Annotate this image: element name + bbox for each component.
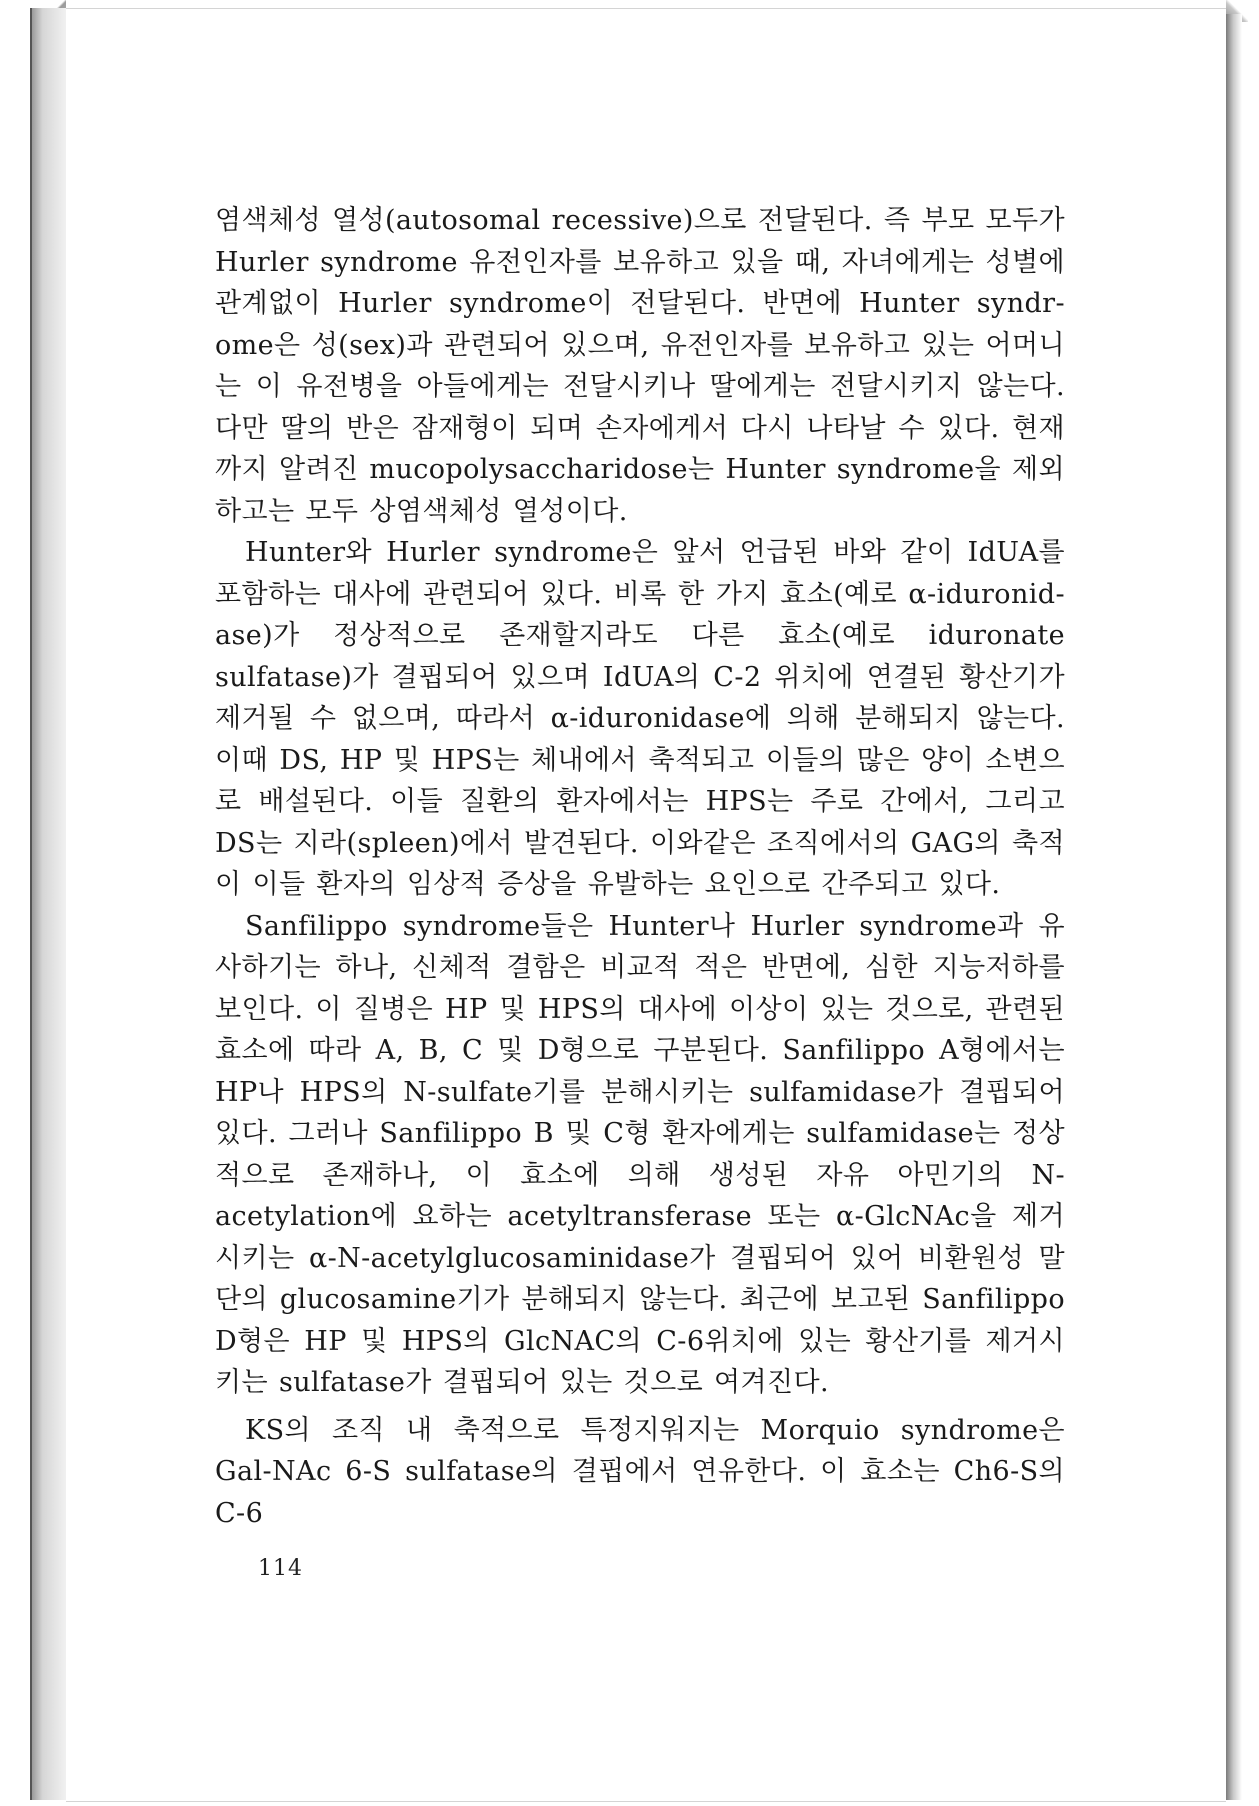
paragraph-inheritance: 염색체성 열성(autosomal recessive)으로 전달된다. 즉 부모 모두가 Hurler syndrome 유전인자를 보유하고 있을 때, 자녀에게는 성별에 관계없이 Hurler syndrome이 전달된다. 반면에 Hunter syndr-ome은 성(sex)과 관련되어 있으며, 유전인자를 보유하고 있는 어머니는 이 유전병을 아들에게는 전달시키나 딸에게는 전달시키지 않는다. 다만 딸의 반은 잠재형이 되며 손자에게서 다시 나타날 수 있다. 현재까지 알려진 mucopolysaccharidose는 Hunter syndrome을 제외하고는 모두 상염색체성 열성이다. xyxy=(215,205,1065,527)
book-spine xyxy=(30,8,66,1800)
body-text xyxy=(215,200,1065,1534)
paragraph-morquio: KS의 조직 내 축적으로 특정지워지는 Morquio syndrome은 Gal-NAc 6-S sulfatase의 결핍에서 연유한다. 이 효소는 Ch6-S의 C-6 xyxy=(215,1414,1065,1529)
paragraph-hunter-hurler: Hunter와 Hurler syndrome은 앞서 언급된 바와 같이 IdUA를 포함하는 대사에 관련되어 있다. 비록 한 가지 효소(예로 α-iduronid-ase)가 정상적으로 존재할지라도 다른 효소(예로 iduronate sulfatase)가 결핍되어 있으며 IdUA의 C-2 위치에 연결된 황산기가 제거될 수 없으며, 따라서 α-iduronidase에 의해 분해되지 않는다. 이때 DS, HP 및 HPS는 체내에서 축적되고 이들의 많은 양이 소변으로 배설된다. 이들 질환의 환자에서는 HPS는 주로 간에서, 그리고 DS는 지라(spleen)에서 발견된다. 이와같은 조직에서의 GAG의 축적이 이들 환자의 임상적 증상을 유발하는 요인으로 간주되고 있다. xyxy=(215,537,1065,900)
page-edge-shadow xyxy=(1226,14,1242,1800)
spine-edge xyxy=(30,8,32,1800)
paragraph-sanfilippo: Sanfilippo syndrome들은 Hunter나 Hurler syndrome과 유사하기는 하나, 신체적 결함은 비교적 적은 반면에, 심한 지능저하를 보인다. 이 질병은 HP 및 HPS의 대사에 이상이 있는 것으로, 관련된 효소에 따라 A, B, C 및 D형으로 구분된다. Sanfilippo A형에서는 HP나 HPS의 N-sulfate기를 분해시키는 sulfamidase가 결핍되어 있다. 그러나 Sanfilippo B 및 C형 환자에게는 sulfamidase는 정상적으로 존재하나, 이 효소에 의해 생성된 자유 아민기의 N-acetylation에 요하는 acetyltransferase 또는 α-GlcNAc을 제거시키는 α-N-acetylglucosaminidase가 결핍되어 있어 비환원성 말단의 glucosamine기가 분해되지 않는다. 최근에 보고된 Sanfilippo D형은 HP 및 HPS의 GlcNAC의 C-6위치에 있는 황산기를 제거시키는 sulfatase가 결핍되어 있는 것으로 여겨진다. xyxy=(215,910,1065,1398)
page-number: 114 xyxy=(258,1556,303,1581)
